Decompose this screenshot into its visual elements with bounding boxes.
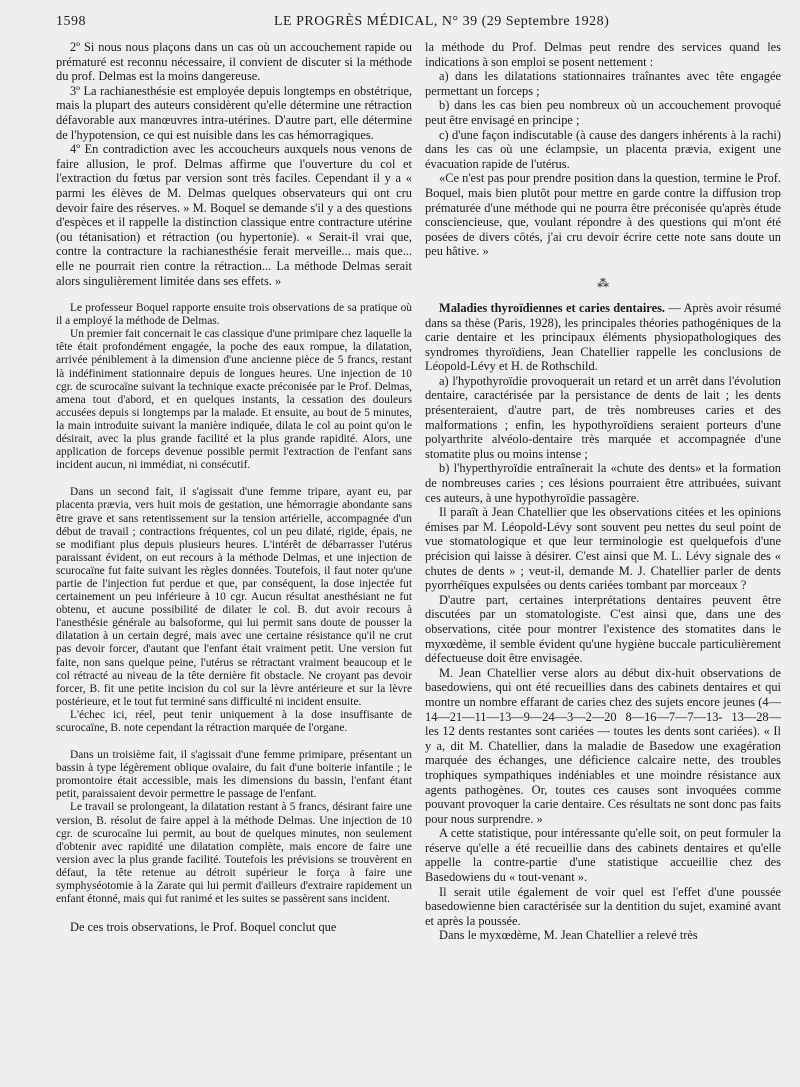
paragraph: 3º La rachianesthésie est employée depuis longtemps en obstétrique, mais la plupart des auteurs considèrent qu'elle détermine une rétraction défavorable aux manœuvres intra-utérines. D'autre part, elle détermine de l'hypotension, ce qui est nuisible dans les cas hémorragiques.	[56, 83, 412, 142]
section-heading-paragraph	[425, 301, 781, 374]
paragraph: Le professeur Boquel rapporte ensuite trois observations de sa pratique où il a employé la méthode de Delmas.	[56, 302, 412, 328]
paragraph: D'autre part, certaines interprétations dentaires peuvent être discutées par un stomatologiste. C'est ainsi que, dans une des observations, citée pour montrer l'existence des stomatites dans le myxœdème, il semble évident qu'une hygiène buccale particulièrement défectueuse doit être envisagée.	[425, 592, 781, 666]
paragraph: c) d'une façon indiscutable (à cause des dangers inhérents à la rachi) dans les cas où une éclampsie, un placenta prævia, exigent une évacuation rapide de l'utérus.	[425, 127, 781, 171]
paragraph: 4º En contradiction avec les accoucheurs auxquels nous venons de faire allusion, le prof. Delmas affirme que l'ouverture du col et l'extraction du fœtus par version sont très faciles. Cependant il y a « parmi les élèves de M. Delmas quelques observateurs qui ont cru devoir faire des réserves. » M. Boquel se demande s'il y a des questions d'espèces et il rappelle la distinction classique entre contracture utérine (ou tétanisation) et rétraction (ou hypertonie). « Serait-il vrai que, contre la contracture la rachianesthésie ferait merveille... mais que... elle ne pourrait rien contre la rétraction... La méthode Delmas serait alors singulièrement limitée dans ses effets. »	[56, 142, 412, 288]
running-header	[56, 14, 760, 34]
journal-title: LE PROGRÈS MÉDICAL, N° 39 (29 Septembre 1928)	[274, 14, 610, 29]
paragraph: A cette statistique, pour intéressante qu'elle soit, on peut formuler la réserve qu'elle a été recueillie dans des cabinets dentaires et qu'elle appelle la contre-partie d'une statistique accueillie chez des Basedowiens du « tout-venant ».	[425, 826, 781, 885]
section-separator-stars: ⁂	[597, 275, 609, 290]
paragraph: a) dans les dilatations stationnaires traînantes avec tête engagée permettant un forceps ;	[425, 69, 781, 98]
paragraph: Il paraît à Jean Chatellier que les observations citées et les opinions émises par M. Léopold-Lévy sont souvent peu nettes du seul point de vue stomatologique et que leur terminologie est quelquefois d'une précision qui laisse à désirer. C'est ainsi que M. L. Lévy signale des « chutes de dents » ; veut-il, demande M. J. Chatellier parler de dents pyorrhéïques expulsées ou dents cariées tombant par morceaux ?	[425, 505, 781, 593]
right-column	[425, 40, 781, 943]
paragraph: De ces trois observations, le Prof. Boquel conclut que	[70, 920, 337, 935]
paragraph: Le travail se prolongeant, la dilatation restant à 5 francs, désirant faire une version, B. résolut de faire appel à la méthode Delmas. Une injection de 10 cgr. de scurocaïne lui permit, au bout de quelques minutes, non seulement d'obtenir avec rapidité une dilatation complète, mais encore de faire une version avec la plus grande facilité. Toutefois les prévisions se trouvèrent en défaut, la tête retenue au détroit supérieur le força à faire une symphyséotomie à la Zarate qui lui permit d'ailleurs d'extraire rapidement un enfant étonné, mais qui fut ranimé et les suites se passèrent sans incident.	[56, 801, 412, 906]
paragraph: 2º Si nous nous plaçons dans un cas où un accouchement rapide ou prématuré est reconnu nécessaire, il convient de discuter si la méthode du prof. Delmas est la moins dangereuse.	[56, 40, 412, 84]
section-title: Maladies thyroïdiennes et caries dentaires.	[439, 300, 666, 315]
paragraph: Un premier fait concernait le cas classique d'une primipare chez laquelle la tête était profondément engagée, la poche des eaux rompue, la dilatation, arrivée péniblement à la dimension d'une ancienne pièce de 5 francs, restant là indéfiniment stationnaire depuis de longues heures. Une injection de 10 cgr. de scurocaïne suivant la technique exacte préconisée par le Prof. Delmas, amena tout d'abord, et en quelques instants, la cessation des douleurs accusées depuis si longtemps par la malade. Et ensuite, au bout de 5 minutes, la main introduite suivant la manière indiquée, dilata le col au point qu'on le désirait, avec la plus grande facilité et la plus grande rapidité. Alors, une application de forceps devenue possible permit l'extraction de l'enfant sans incident aucun, ni immédiat, ni consécutif.	[56, 328, 412, 472]
paragraph: b) dans les cas bien peu nombreux où un accouchement provoqué peut être envisagé en principe ;	[425, 98, 781, 127]
paragraph: L'échec ici, réel, peut tenir uniquement à la dose insuffisante de scurocaïne, B. note cependant la rétraction marquée de l'organe.	[56, 708, 412, 734]
page-number: 1598	[56, 14, 86, 29]
left-column	[56, 40, 412, 935]
paragraph: b) l'hyperthyroïdie entraînerait la «chute des dents» et la formation de nombreuses caries ; ces lésions pourraient être attribuées, suivant ces auteurs, à une hypothyroïdie passagère.	[425, 461, 781, 505]
paragraph: a) l'hypothyroïdie provoquerait un retard et un arrêt dans l'évolution dentaire, caractérisée par la persistance de dents de lait ; les dents présenteraient, d'autre part, de très nombreuses caries et des malformations ; enfin, les hypothyroïdiens seraient porteurs d'une polyarthrite alvéolo-dentaire très marquée et accompagnée d'une stomatite plus ou moins intense ;	[425, 373, 781, 461]
paragraph: Dans un troisième fait, il s'agissait d'une femme primipare, présentant un bassin à type légèrement oblique ovalaire, du fait d'une boiterie infantile ; le promontoire était accessible, mais les dimensions du bassin, l'enfant étant petit, paraissaient devoir permettre le passage de l'enfant.	[56, 749, 412, 801]
paragraph-text: — Après avoir résumé dans sa thèse (Paris, 1928), les principales théories pathogéniques de la carie dentaire et les principaux éléments physiopathologiques des syndromes thyroïdiens, Jean Chatellier rappelle les conclusions de Léopold-Lévy et H. de Rothschild.	[425, 300, 781, 374]
paragraph: «Ce n'est pas pour prendre position dans la question, termine le Prof. Boquel, mais bien plutôt pour mettre en garde contre la diffusion trop prématurée d'une méthode qui ne pourra être préconisée qu'après étude consciencieuse, que, voulant répondre à des questions qui m'ont été posées de divers côtés, j'ai cru devoir écrire cette note sans doute un peu hâtive. »	[425, 171, 781, 259]
paragraph: Il serait utile également de voir quel est l'effet d'une poussée basedowienne bien caractérisée sur la dentition du sujet, examiné avant et après la poussée.	[425, 884, 781, 928]
paragraph: la méthode du Prof. Delmas peut rendre des services quand les indications à son emploi se posent nettement :	[425, 40, 781, 69]
paragraph: M. Jean Chatellier verse alors au début dix-huit observations de basedowiens, qui ont été recueillies dans des cabinets dentaires et qui montre un nombre effarant de caries chez des sujets encore jeunes (4—14—21—11—13—9—24—3—2—20 8—16—7—7—13- 13—28— les 12 dents restantes sont cariées — toutes les dents sont cariées). « Il y a, dit M. Chatellier, dans la maladie de Basedow une exagération marquée des échanges, une déficience calcaire nette, des troubles trophiques sympathiques indéniables et une moindre résistance aux agents pathogènes. Or, toutes ces causes sont invoquées comme pouvant provoquer la carie dentaire. Ces résultats ne sont donc pas faits pour nous surprendre. »	[425, 665, 781, 826]
paragraph: Dans un second fait, il s'agissait d'une femme tripare, ayant eu, par placenta prævia, vers huit mois de gestation, une hémorragie abondante sans être grave et sans retentissement sur la tension artérielle, accompagnée d'un début de travail ; contractions fréquentes, col un peu dilaté, rigide, épais, ne se modifiant plus depuis plusieurs heures. L'intérêt de débarrasser l'utérus paraissant évident, on eut recours à la méthode Delmas, et une injection de scurocaïne fut faite suivant les règles données. Toutefois, il faut noter qu'une partie de l'injection fut perdue et que, par conséquent, la dose injectée fut certainement un peu inférieure à 10 cgr. Aucun résultat anesthésiant ne fut obtenu, et aucune possibilité de dilater le col. B. dut avoir recours à l'anesthésie générale au balsoforme, qui lui permit sans doute de pousser la dilatation à un certain degré, mais avec une certaine résistance qu'il ne crut pas devoir forcer, d'autant que l'enfant était vraiment petit. Une version fut faite, non sans quelque peine, l'utérus se rétractant vraiment beaucoup et le col rétracté au niveau de la tête dernière fit obstacle. Ne croyant pas devoir forcer, B. fit une petite incision du col sur la lèvre antérieure et sur la lèvre postérieure, et le tout fut terminé sans difficulté ni incident ensuite.	[56, 486, 412, 708]
paragraph: Dans le myxœdème, M. Jean Chatellier a relevé très	[439, 928, 698, 943]
